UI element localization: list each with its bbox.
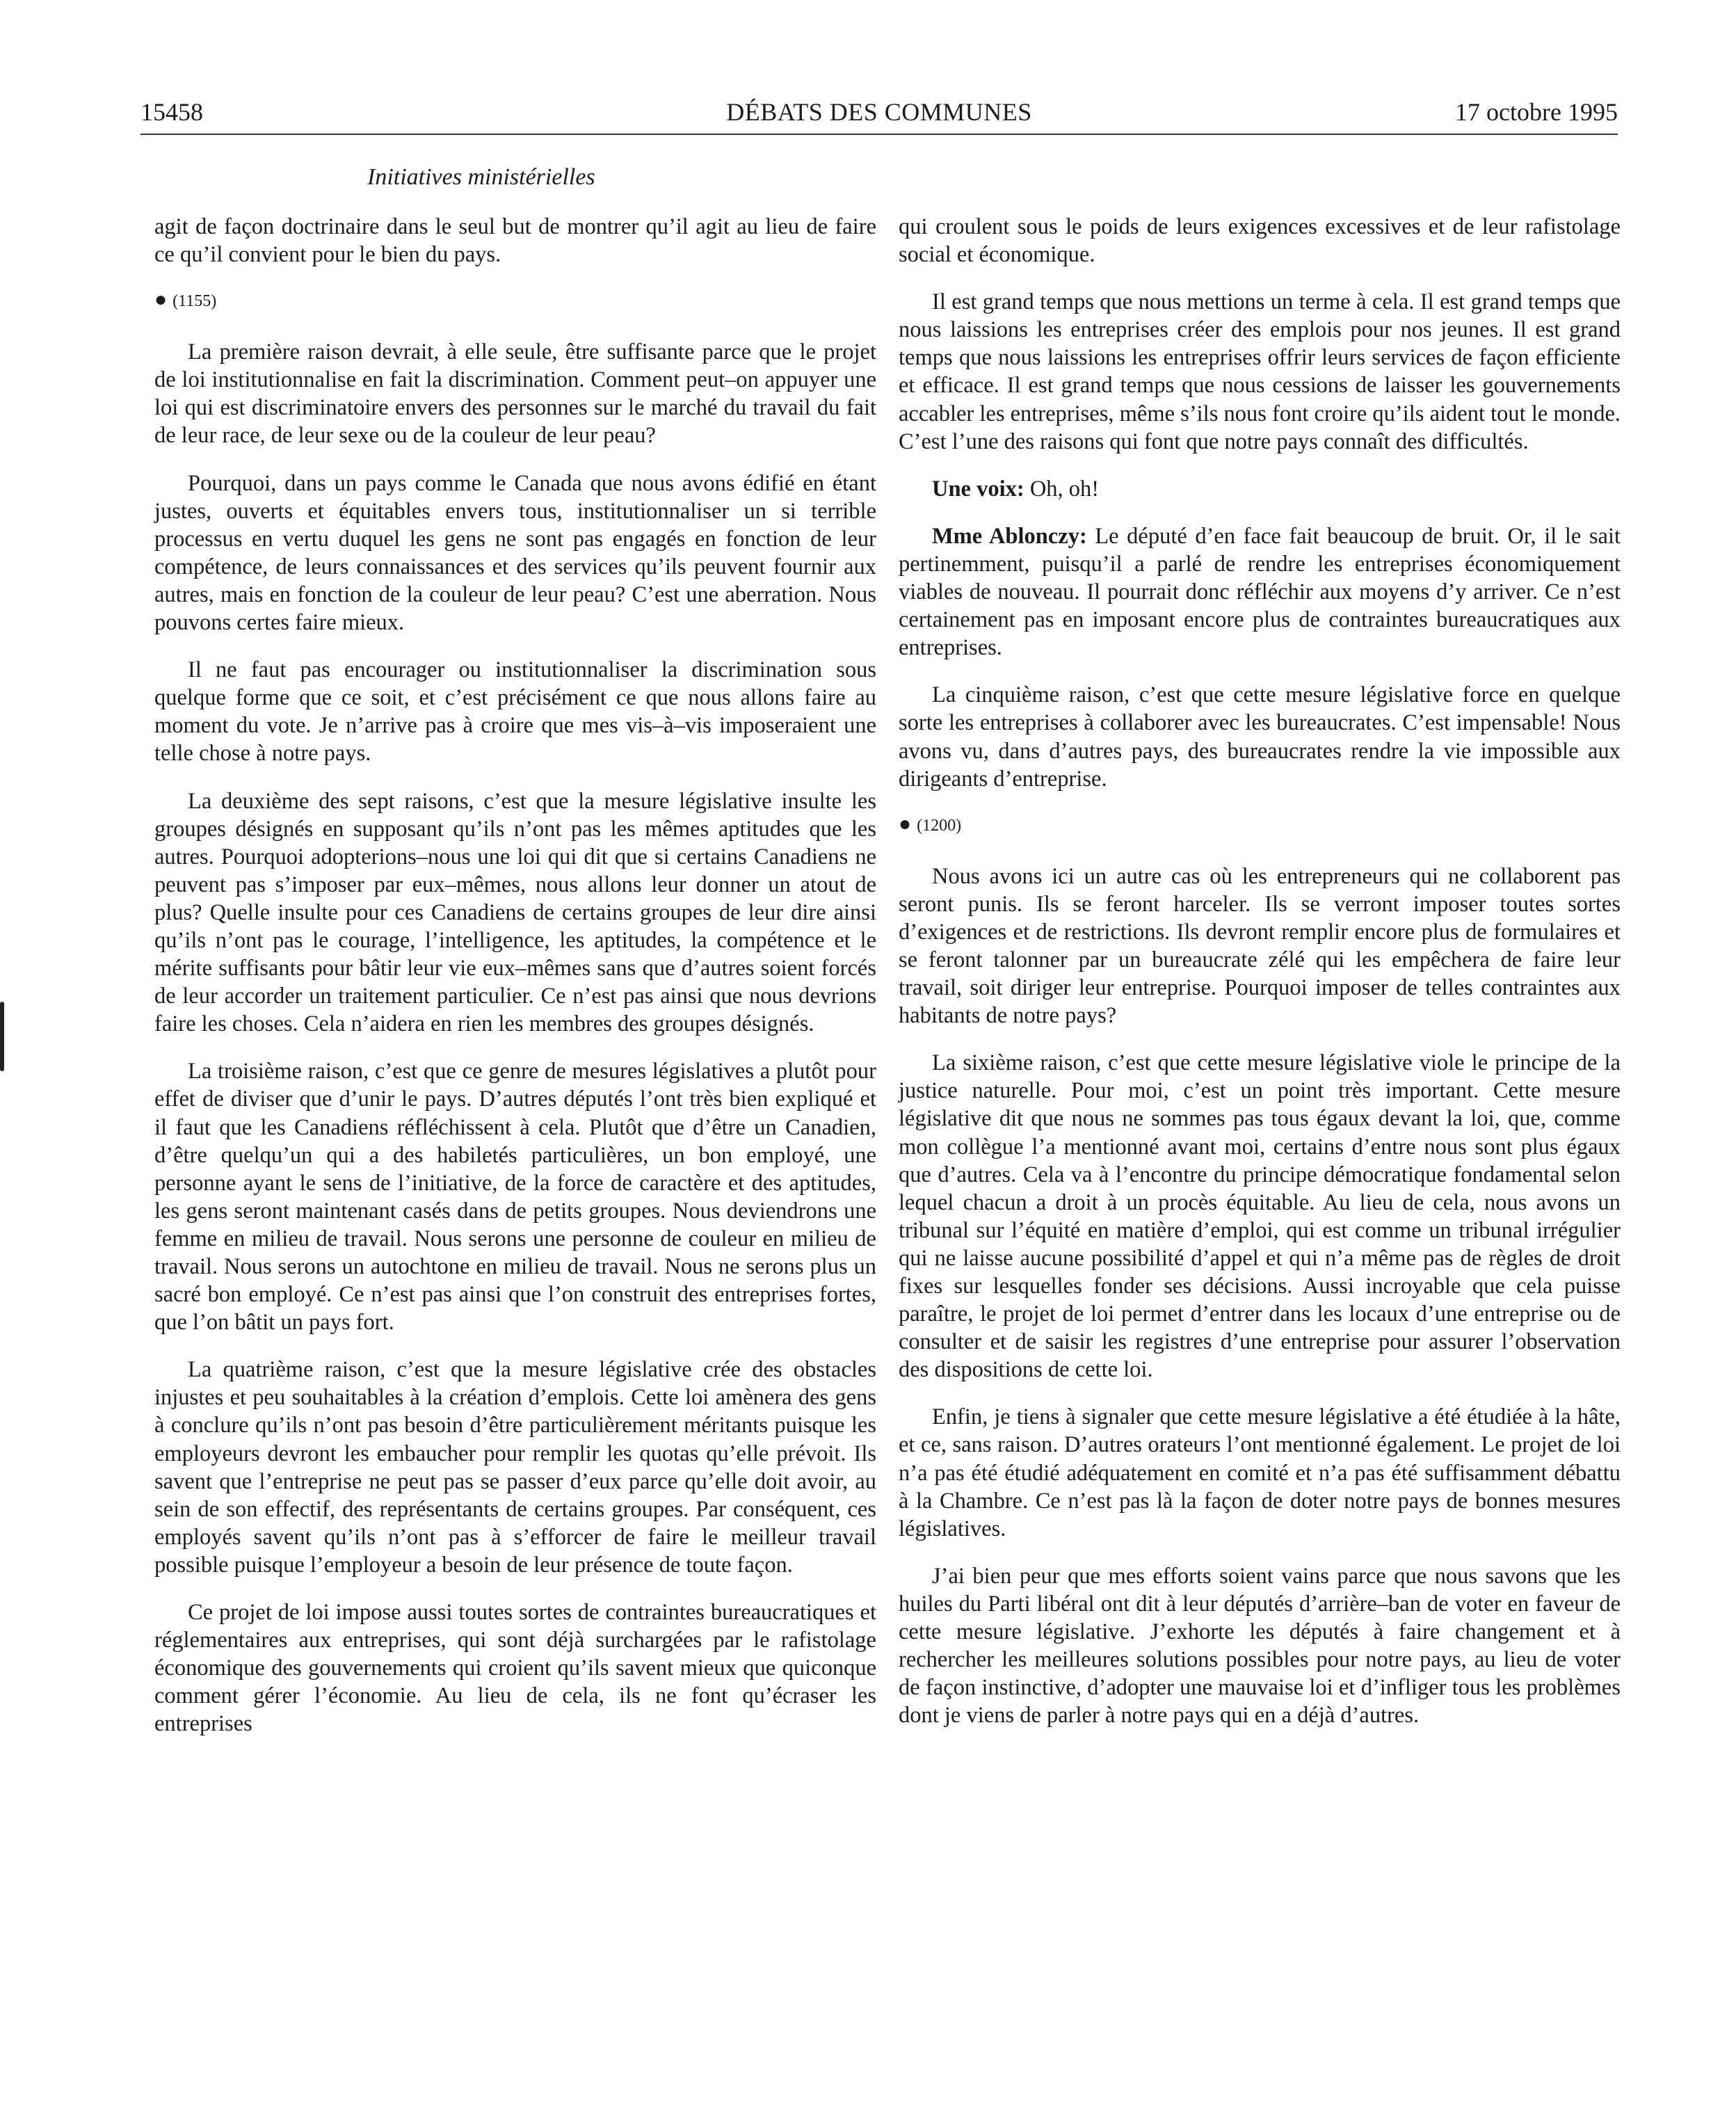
timestamp [899,812,1621,837]
header-rule [140,134,1618,135]
bullet-icon: ● [899,812,912,835]
paragraph-text: Il ne faut pas encourager ou institutionnaliser la discrimination sous quelque forme que ce soit, et c’est précisément ce que nous allons faire au moment du vote. Je n’arrive pas à croire que mes vis–à–vis imposeraient une telle chose à notre pays. [154,657,876,767]
left-column [154,213,876,1758]
page-header [140,96,1618,131]
paragraph-text: Enfin, je tiens à signaler que cette mesure législative a été étudiée à la hâte, et ce, sans raison. D’autres orateurs l’ont mentionné également. Le projet de loi n’a pas été étudié adéquatement en comité et n’a pas été suffisamment débattu à la Chambre. Ce n’est pas là la façon de doter notre pays de bonnes mesures législatives. [899,1404,1621,1541]
header-date: 17 octobre 1995 [1455,98,1618,126]
paragraph-text: La quatrième raison, c’est que la mesure législative crée des obstacles injustes et peu souhaitables à la création d’emplois. Cette loi amènera des gens à conclure qu’ils n’ont pas besoin d’être particulièrement méritants puisque les employeurs devront les embaucher pour remplir les quotas qu’elle prévoit. Ils savent que l’entreprise ne peut pas se passer d’eux parce qu’elle doit avoir, au sein de son effectif, des représentants de certains groupes. Par conséquent, ces employés savent qu’ils n’ont pas à s’efforcer de faire le meilleur travail possible puisque l’employeur a besoin de leur présence de toute façon. [154,1357,876,1578]
paragraph-text: Il est grand temps que nous mettions un terme à cela. Il est grand temps que nous laissions les entreprises créer des emplois pour nos jeunes. Il est grand temps que nous laissions les entreprises offrir leurs services de façon efficiente et efficace. Il est grand temps que nous cessions de laisser les gouvernements accabler les entreprises, même s’ils nous font croire qu’ils aident tout le monde. C’est l’une des raisons qui font que notre pays connaît des difficultés. [899,289,1621,454]
paragraph-text: La deuxième des sept raisons, c’est que la mesure législative insulte les groupes désignés en supposant qu’ils n’ont pas les mêmes aptitudes que les autres. Pourquoi adopterions–nous une loi qui dit que si certains Canadiens ne peuvent pas s’imposer par eux–mêmes, nous allons leur donner un atout de plus? Quelle insulte pour ces Canadiens de certains groupes de leur dire ainsi qu’ils n’ont pas le courage, l’intelligence, les aptitudes, la compétence et le mérite suffisants pour bâtir leur vie eux–mêmes sans que d’autres soient forcés de leur accorder un traitement particulier. Ce n’est pas ainsi que nous devrions faire les choses. Cela n’aidera en rien les membres des groupes désignés. [154,788,876,1037]
timestamp-text: (1200) [917,816,962,835]
speaker-name: Mme Ablonczy: [932,523,1087,549]
bullet-icon: ● [154,288,168,312]
speaker-name: Une voix: [932,476,1024,502]
page-number: 15458 [140,98,203,126]
paragraph [154,1598,876,1738]
paragraph-text: Nous avons ici un autre cas où les entrepreneurs qui ne collaborent pas seront punis. Ils se feront harceler. Ils se verront imposer toutes sortes d’exigences et de restrictions. Ils devront remplir encore plus de formulaires et se feront talonner par un bureaucrate zélé qui les empêchera de faire leur travail, soit diriger leur entreprise. Pourquoi imposer de telles contraintes aux habitants de notre pays? [899,863,1621,1029]
paragraph [154,1057,876,1336]
paragraph [154,787,876,1039]
paragraph [899,213,1621,268]
speaker-paragraph [899,475,1621,503]
section-title: Initiatives ministérielles [367,164,595,190]
paragraph [899,681,1621,792]
margin-mark [0,1002,4,1071]
paragraph-text: Le député d’en face fait beaucoup de bruit. Or, il le sait pertinemment, puisqu’il a parlé de rendre les entreprises économiquement viables de nouveau. Il pourrait donc réfléchir aux moyens d’y arriver. Ce n’est certainement pas en imposant encore plus de contraintes bureaucratiques aux entreprises. [899,523,1621,661]
paragraph-text: agit de façon doctrinaire dans le seul but de montrer qu’il agit au lieu de faire ce qu’il convient pour le bien du pays. [154,214,876,268]
paragraph [899,1049,1621,1384]
paragraph-text: Pourquoi, dans un pays comme le Canada que nous avons édifié en étant justes, ouverts et équitables envers tous, institutionnaliser un si terrible processus en vertu duquel les gens ne sont pas engagés en fonction de leur compétence, de leurs connaissances et des services qu’ils peuvent fournir aux autres, mais en fonction de la couleur de leur peau? C’est une aberration. Nous pouvons certes faire mieux. [154,470,876,636]
paragraph-text: La cinquième raison, c’est que cette mesure législative force en quelque sorte les entreprises à collaborer avec les bureaucrates. C’est impensable! Nous avons vu, dans d’autres pays, des bureaucrates rendre la vie impossible aux dirigeants d’entreprise. [899,682,1621,792]
journal-title: DÉBATS DES COMMUNES [726,98,1032,126]
timestamp-text: (1155) [172,292,217,311]
paragraph [899,1403,1621,1542]
paragraph [899,288,1621,456]
paragraph [154,213,876,268]
timestamp [154,288,876,313]
paragraph [899,1562,1621,1730]
paragraph-text: La troisième raison, c’est que ce genre de mesures législatives a plutôt pour effet de diviser que d’unir le pays. D’autres députés l’ont très bien expliqué et il faut que les Canadiens réfléchissent à cela. Plutôt que d’être un Canadien, d’être quelqu’un qui a des habiletés particulières, un bon employé, une personne ayant le sens de l’initiative, de la force de caractère et des aptitudes, les gens seront maintenant casés dans de petits groupes. Nous deviendrons une femme en milieu de travail. Nous serons une personne de couleur en milieu de travail. Nous serons un autochtone en milieu de travail. Nous ne serons plus un sacré bon employé. Ce n’est pas ainsi que l’on construit des entreprises fortes, que l’on bâtit un pays fort. [154,1059,876,1336]
paragraph [154,338,876,449]
paragraph-text: qui croulent sous le poids de leurs exigences excessives et de leur rafistolage social et économique. [899,214,1621,268]
paragraph-text: Ce projet de loi impose aussi toutes sortes de contraintes bureaucratiques et réglementaires aux entreprises, qui sont déjà surchargées par le rafistolage économique des gouvernements qui croient qu’ils savent mieux que quiconque comment gérer l’économie. Au lieu de cela, ils ne font qu’écraser les entreprises [154,1600,876,1737]
paragraph-text: J’ai bien peur que mes efforts soient vains parce que nous savons que les huiles du Parti libéral ont dit à leur députés d’arrière–ban de voter en faveur de cette mesure législative. J’exhorte les députés à faire changement et à rechercher les meilleures solutions possibles pour notre pays, au lieu de voter de façon instinctive, d’adopter une mauvaise loi et d’infliger tous les problèmes dont je viens de parler à notre pays qui en a déjà d’autres. [899,1563,1621,1729]
right-column [899,213,1621,1749]
paragraph [154,656,876,767]
speaker-paragraph [899,522,1621,661]
paragraph-text: La première raison devrait, à elle seule, être suffisante parce que le projet de loi institutionnalise en fait la discrimination. Comment peut–on appuyer une loi qui est discriminatoire envers des personnes sur le marché du travail du fait de leur race, de leur sexe ou de la couleur de leur peau? [154,339,876,449]
paragraph-text: La sixième raison, c’est que cette mesure législative viole le principe de la justice naturelle. Pour moi, c’est un point très important. Cette mesure législative dit que nous ne sommes pas tous égaux devant la loi, que, comme mon collègue l’a mentionné avant moi, certains d’entre nous sont plus égaux que d’autres. Cela va à l’encontre du principe démocratique fondamental selon lequel chacun a droit à un procès équitable. Au lieu de cela, nous avons un tribunal sur l’équité en matière d’emploi, qui est comme un tribunal irrégulier qui ne laisse aucune possibilité d’appel et qui n’a même pas de règles de droit fixes sur lesquelles fonder ses décisions. Aussi incroyable que cela puisse paraître, le projet de loi permet d’entrer dans les locaux d’une entreprise ou de consulter et de saisir les registres d’une entreprise pour assurer l’observation des dispositions de cette loi. [899,1050,1621,1383]
paragraph [154,470,876,637]
paragraph [899,863,1621,1030]
paragraph [154,1356,876,1579]
paragraph-text: Oh, oh! [1024,476,1100,502]
